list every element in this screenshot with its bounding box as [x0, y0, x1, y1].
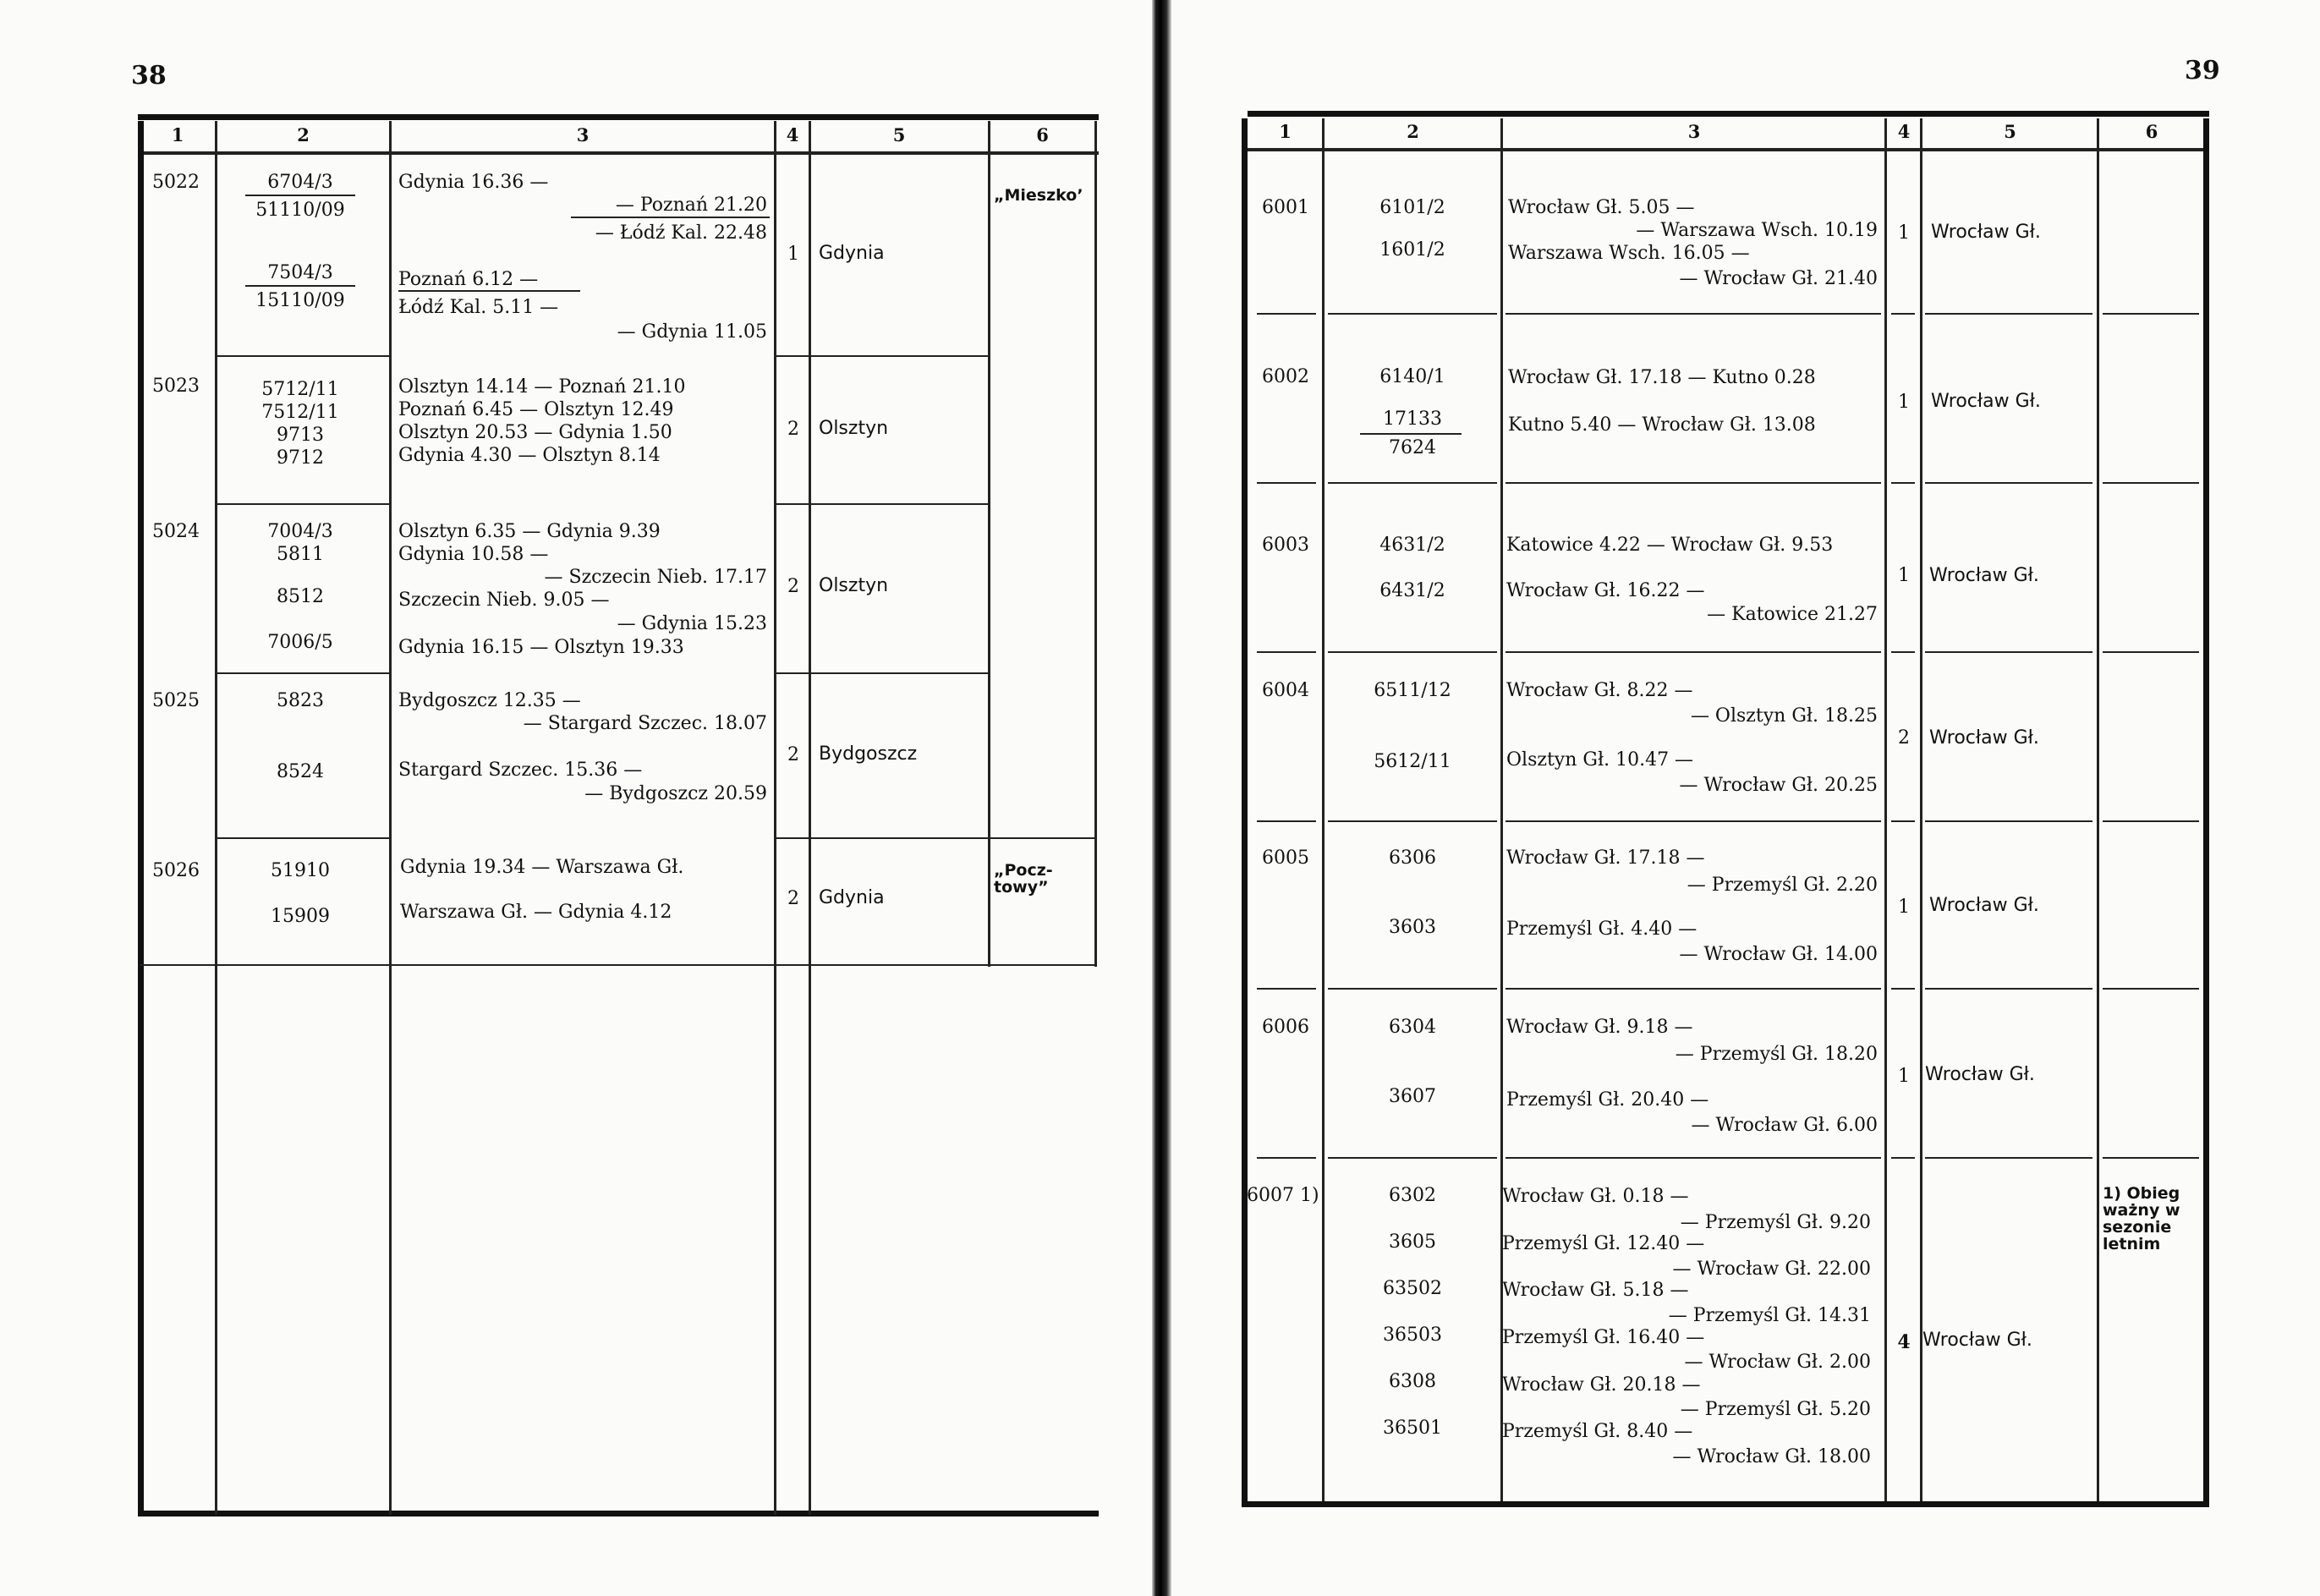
count-cell: 2 — [787, 744, 799, 765]
column-header: 2 — [1407, 121, 1419, 142]
route-line: — Gdynia 11.05 — [617, 321, 767, 343]
route-line: — Gdynia 15.23 — [617, 613, 767, 634]
row-separator — [1328, 820, 1497, 822]
row-separator — [775, 837, 1096, 839]
count-cell: 2 — [1898, 727, 1910, 749]
table-bottom-rule — [138, 1511, 1099, 1516]
train-number: 63502 — [1383, 1278, 1442, 1299]
table-left-border — [138, 121, 144, 1515]
route-line: — Olsztyn Gł. 18.25 — [1690, 705, 1878, 727]
route-line: Wrocław Gł. 9.18 — — [1506, 1017, 1693, 1038]
route-line: Wrocław Gł. 17.18 — Kutno 0.28 — [1508, 367, 1816, 388]
row-separator — [1257, 651, 1316, 653]
station-cell: Wrocław Gł. — [1931, 222, 2041, 243]
column-header: 5 — [892, 124, 906, 145]
route-line: Kutno 5.40 — Wrocław Gł. 13.08 — [1508, 414, 1816, 436]
book-spine — [1152, 0, 1171, 1596]
route-line: Wrocław Gł. 20.18 — — [1502, 1374, 1701, 1396]
column-header: 1 — [171, 124, 184, 145]
train-numbers — [1353, 1018, 1472, 1106]
route-line: — Przemyśl Gł. 2.20 — [1687, 875, 1878, 896]
train-number: 36501 — [1383, 1418, 1442, 1439]
row-separator — [1328, 313, 1497, 315]
train-number: 7504/3 — [245, 264, 355, 287]
row-separator — [1925, 482, 2092, 484]
train-numbers — [1353, 536, 1472, 601]
train-numbers — [1353, 199, 1472, 260]
route-line: — Poznań 21.20 — [615, 195, 767, 216]
train-number: 6511/12 — [1374, 680, 1451, 701]
row-separator — [1925, 651, 2092, 653]
row-id: 6002 — [1262, 366, 1309, 387]
route-line: Olsztyn 20.53 — Gdynia 1.50 — [398, 422, 672, 443]
column-header: 6 — [1036, 124, 1049, 145]
row-id: 5025 — [152, 690, 200, 711]
route-line: Wrocław Gł. 8.22 — — [1506, 680, 1693, 701]
row-separator — [1257, 988, 1316, 990]
train-number: 5612/11 — [1374, 751, 1451, 772]
route-line: Gdynia 10.58 — — [398, 544, 549, 565]
row-id: 5022 — [152, 172, 200, 193]
row-id: 6006 — [1262, 1017, 1309, 1038]
route-line: Wrocław Gł. 16.22 — — [1506, 580, 1705, 601]
count-cell: 1 — [787, 244, 799, 265]
station-cell: Bydgoszcz — [819, 743, 918, 765]
count-cell: 1 — [1898, 1066, 1910, 1087]
station-cell: Wrocław Gł. — [1922, 1330, 2032, 1351]
table-left-border — [1242, 118, 1248, 1506]
route-line: Poznań 6.45 — Olsztyn 12.49 — [398, 399, 674, 420]
train-numbers — [245, 523, 355, 652]
route-line: — Przemyśl Gł. 5.20 — [1680, 1399, 1871, 1420]
route-rule — [398, 290, 580, 292]
train-number: 9712 — [277, 447, 324, 469]
train-number: 51910 — [271, 860, 330, 881]
train-number: 8524 — [277, 761, 324, 782]
row-separator — [1328, 988, 1497, 990]
col-divider — [774, 121, 776, 1515]
count-cell: 2 — [787, 419, 799, 440]
route-line: — Wrocław Gł. 21.40 — [1679, 268, 1878, 289]
route-line: Olsztyn 6.35 — Gdynia 9.39 — [398, 521, 661, 542]
row-separator — [216, 672, 390, 674]
station-cell: Wrocław Gł. — [1929, 727, 2039, 749]
page-number-right: 39 — [2185, 56, 2220, 85]
row-separator — [1925, 1157, 2092, 1159]
row-separator — [1506, 820, 1881, 822]
table-header-rule — [138, 151, 1099, 155]
route-line: Gdynia 4.30 — Olsztyn 8.14 — [398, 445, 661, 466]
footnote-cell: 1) Obieg ważny w sezonie letnim — [2103, 1184, 2180, 1253]
route-line: — Warszawa Wsch. 10.19 — [1636, 220, 1878, 241]
col-divider — [1920, 118, 1922, 1501]
route-line: — Katowice 21.27 — [1707, 604, 1878, 625]
route-line: Przemyśl Gł. 20.40 — — [1506, 1089, 1709, 1111]
column-header: 4 — [1897, 121, 1911, 142]
row-separator — [2103, 1157, 2199, 1159]
route-line: Warszawa Gł. — Gdynia 4.12 — [400, 902, 672, 923]
row-separator — [1328, 1157, 1497, 1159]
row-separator — [1891, 482, 1915, 484]
train-number: 6306 — [1389, 847, 1436, 869]
train-number: 6431/2 — [1379, 580, 1445, 601]
route-line: Gdynia 16.15 — Olsztyn 19.33 — [398, 637, 684, 658]
station-cell: Gdynia — [819, 243, 885, 264]
train-number: 6101/2 — [1379, 197, 1445, 218]
row-separator — [1257, 313, 1316, 315]
route-line: — Wrocław Gł. 6.00 — [1691, 1115, 1878, 1136]
table-right-border — [2203, 118, 2209, 1506]
route-line: Przemyśl Gł. 12.40 — — [1502, 1233, 1705, 1254]
row-id: 5026 — [152, 860, 200, 881]
col-divider — [215, 121, 217, 1515]
train-numbers — [1353, 682, 1472, 771]
count-cell: 1 — [1898, 897, 1910, 918]
route-line: — Wrocław Gł. 14.00 — [1679, 944, 1878, 965]
row-separator — [1506, 313, 1881, 315]
row-separator — [140, 964, 1096, 966]
train-number: 7624 — [1389, 437, 1436, 458]
row-separator — [1506, 1157, 1881, 1159]
column-header: 6 — [2145, 121, 2158, 142]
route-line: Przemyśl Gł. 16.40 — — [1502, 1327, 1705, 1348]
route-line: — Przemyśl Gł. 14.31 — [1668, 1305, 1871, 1326]
route-line: — Łódź Kal. 22.48 — [595, 222, 767, 244]
count-cell: 1 — [1898, 222, 1910, 244]
train-numbers — [245, 173, 355, 310]
train-number: 6308 — [1389, 1371, 1436, 1392]
route-line: — Wrocław Gł. 18.00 — [1672, 1446, 1871, 1467]
train-numbers — [245, 378, 355, 469]
route-line: — Przemyśl Gł. 9.20 — [1680, 1212, 1871, 1233]
route-line: Szczecin Nieb. 9.05 — — [398, 590, 610, 611]
row-separator — [1257, 820, 1316, 822]
train-number: 7006/5 — [267, 632, 333, 653]
row-id: 6004 — [1262, 680, 1309, 701]
train-number: 8512 — [277, 586, 324, 607]
route-line: Łódź Kal. 5.11 — — [398, 297, 559, 318]
train-number: 17133 — [1383, 409, 1442, 430]
route-line: — Stargard Szczec. 18.07 — [523, 713, 767, 734]
route-line: Gdynia 16.36 — — [398, 172, 549, 193]
row-separator — [1925, 988, 2092, 990]
train-number: 7004/3 — [267, 521, 333, 542]
count-cell: 2 — [787, 888, 799, 909]
count-cell: 4 — [1897, 1331, 1911, 1353]
route-line: — Bydgoszcz 20.59 — [584, 783, 767, 804]
train-number: 6704/3 — [245, 173, 355, 196]
train-number: 3605 — [1389, 1231, 1436, 1253]
column-header: 1 — [1279, 121, 1292, 142]
row-separator — [2103, 651, 2199, 653]
row-id: 6001 — [1262, 197, 1309, 218]
table-top-rule — [1248, 111, 2209, 117]
station-cell: Olsztyn — [819, 575, 889, 596]
row-separator — [1328, 482, 1497, 484]
row-separator — [1506, 988, 1881, 990]
row-separator — [775, 672, 989, 674]
column-header: 2 — [297, 124, 310, 145]
row-separator — [216, 503, 390, 505]
route-line: — Wrocław Gł. 2.00 — [1684, 1352, 1871, 1373]
train-number: 15110/09 — [255, 290, 345, 311]
train-number: 36503 — [1383, 1325, 1442, 1346]
train-number: 5811 — [277, 544, 324, 565]
train-number: 6140/1 — [1379, 366, 1445, 387]
station-cell: Gdynia — [819, 887, 885, 908]
row-separator — [216, 355, 390, 357]
row-separator — [1891, 1157, 1915, 1159]
route-line: Olsztyn Gł. 10.47 — — [1506, 749, 1694, 771]
route-line: Przemyśl Gł. 8.40 — — [1502, 1421, 1693, 1442]
count-cell: 1 — [1898, 565, 1910, 586]
row-id: 5024 — [152, 521, 200, 542]
row-separator — [775, 503, 989, 505]
row-separator — [2103, 482, 2199, 484]
route-line: Wrocław Gł. 17.18 — — [1506, 847, 1705, 869]
row-separator — [2103, 820, 2199, 822]
train-number: 3607 — [1389, 1086, 1436, 1107]
row-separator — [1925, 313, 2092, 315]
train-number: 51110/09 — [255, 200, 345, 221]
station-cell: Olsztyn — [819, 418, 889, 439]
row-separator — [2103, 313, 2199, 315]
row-id: 6003 — [1262, 535, 1309, 556]
col-divider — [1884, 118, 1887, 1501]
station-cell: Wrocław Gł. — [1931, 391, 2041, 412]
train-number: 9713 — [277, 425, 324, 446]
train-number: 5823 — [277, 690, 324, 711]
row-separator — [1925, 820, 2092, 822]
column-header: 5 — [2004, 121, 2016, 142]
row-separator — [1506, 482, 1881, 484]
table-header-rule — [1248, 148, 2209, 151]
table-bottom-rule — [1242, 1501, 2209, 1507]
route-line: — Wrocław Gł. 20.25 — [1679, 775, 1878, 796]
route-line: Olsztyn 14.14 — Poznań 21.10 — [398, 376, 686, 398]
train-number: 4631/2 — [1379, 535, 1445, 556]
number-rule — [1360, 433, 1462, 435]
route-line: Gdynia 19.34 — Warszawa Gł. — [400, 857, 684, 878]
row-separator — [216, 837, 390, 839]
route-line: Wrocław Gł. 5.05 — — [1508, 197, 1695, 218]
col-divider — [988, 121, 990, 967]
count-cell: 2 — [787, 576, 799, 597]
table-top-rule — [138, 114, 1099, 120]
train-numbers — [245, 862, 355, 926]
route-rule — [571, 217, 770, 218]
row-separator — [1891, 820, 1915, 822]
remarks-cell: „Mieszko’ — [994, 186, 1083, 205]
table-right-border — [1094, 121, 1097, 967]
route-line: Wrocław Gł. 0.18 — — [1502, 1186, 1689, 1207]
route-line: Bydgoszcz 12.35 — — [398, 690, 581, 711]
train-number: 3603 — [1389, 917, 1436, 938]
train-number: 6302 — [1389, 1185, 1436, 1206]
count-cell: 1 — [1898, 392, 1910, 413]
train-number: 1601/2 — [1379, 239, 1445, 261]
col-divider — [809, 121, 811, 1515]
column-header: 3 — [576, 124, 590, 145]
route-line: Katowice 4.22 — Wrocław Gł. 9.53 — [1506, 535, 1834, 556]
route-line: — Wrocław Gł. 22.00 — [1672, 1259, 1871, 1280]
train-numbers — [1353, 849, 1472, 937]
route-line: Przemyśl Gł. 4.40 — — [1506, 919, 1697, 940]
row-separator — [1257, 1157, 1316, 1159]
row-id: 6005 — [1262, 847, 1309, 869]
route-line: Wrocław Gł. 5.18 — — [1502, 1280, 1689, 1301]
route-line: — Szczecin Nieb. 17.17 — [544, 567, 767, 588]
remarks-cell: „Pocz- towy” — [994, 861, 1053, 897]
row-separator — [1891, 313, 1915, 315]
train-number: 15909 — [271, 906, 330, 927]
col-divider — [1322, 118, 1325, 1501]
train-number: 7512/11 — [261, 402, 339, 423]
route-line: — Przemyśl Gł. 18.20 — [1675, 1044, 1878, 1065]
route-line: Stargard Szczec. 15.36 — — [398, 760, 643, 781]
row-separator — [1257, 482, 1316, 484]
train-numbers — [245, 692, 355, 782]
column-header: 3 — [1687, 121, 1701, 142]
row-separator — [2103, 988, 2199, 990]
row-separator — [1891, 988, 1915, 990]
row-id: 6007 1) — [1247, 1185, 1319, 1206]
station-cell: Wrocław Gł. — [1929, 895, 2039, 916]
col-divider — [2097, 118, 2099, 1501]
col-divider — [389, 121, 392, 1515]
row-id: 5023 — [152, 376, 200, 397]
route-line: Warszawa Wsch. 16.05 — — [1508, 243, 1750, 264]
row-separator — [1328, 651, 1497, 653]
train-numbers — [1353, 1187, 1472, 1438]
row-separator — [1891, 651, 1915, 653]
station-cell: Wrocław Gł. — [1929, 565, 2039, 586]
page-number-left: 38 — [131, 61, 167, 90]
row-separator — [775, 355, 989, 357]
train-numbers — [1353, 368, 1472, 458]
train-number: 5712/11 — [261, 379, 339, 400]
column-header: 4 — [786, 124, 799, 145]
station-cell: Wrocław Gł. — [1925, 1064, 2035, 1085]
train-number: 6304 — [1389, 1017, 1436, 1038]
route-line: Poznań 6.12 — — [398, 269, 539, 290]
row-separator — [1506, 651, 1881, 653]
